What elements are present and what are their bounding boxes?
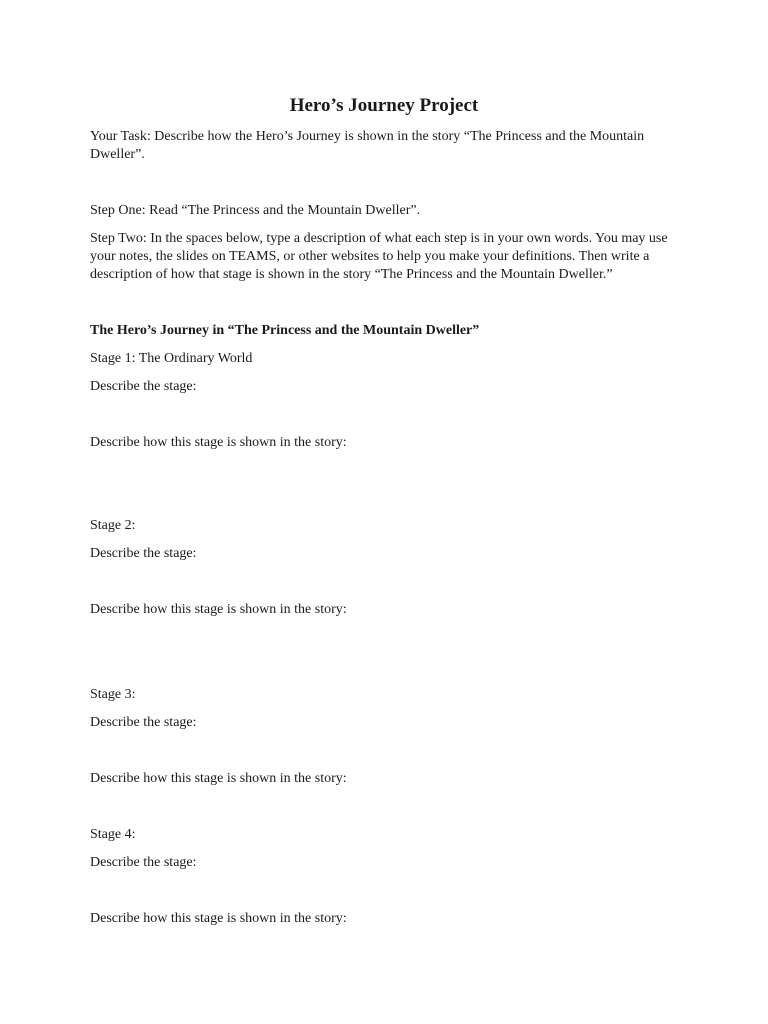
stage-2-describe-stage: Describe the stage:: [90, 546, 197, 561]
step-two-line-2: your notes, the slides on TEAMS, or other websites to help you make your definitions. Then write a: [90, 249, 650, 264]
step-two-line-1: Step Two: In the spaces below, type a description of what each step is in your own words. You may use: [90, 231, 668, 246]
stage-1-describe-stage: Describe the stage:: [90, 379, 197, 394]
step-two-line-3: description of how that stage is shown in the story “The Princess and the Mountain Dweller.”: [90, 267, 613, 282]
stage-4-describe-story: Describe how this stage is shown in the story:: [90, 911, 347, 926]
document-title: Hero’s Journey Project: [289, 95, 479, 116]
stage-1-describe-story: Describe how this stage is shown in the story:: [90, 435, 347, 450]
stage-1-label: Stage 1: The Ordinary World: [90, 351, 253, 366]
task-line-2: Dweller”.: [90, 147, 145, 162]
stage-4-describe-stage: Describe the stage:: [90, 855, 197, 870]
stage-3-label: Stage 3:: [90, 687, 136, 702]
task-line-1: Your Task: Describe how the Hero’s Journey is shown in the story “The Princess and the Mountain: [90, 129, 645, 144]
stage-4-label: Stage 4:: [90, 827, 136, 842]
stage-3-describe-stage: Describe the stage:: [90, 715, 197, 730]
step-one-text: Step One: Read “The Princess and the Mountain Dweller”.: [90, 203, 421, 218]
section-heading: The Hero’s Journey in “The Princess and the Mountain Dweller”: [90, 323, 480, 338]
stage-2-describe-story: Describe how this stage is shown in the story:: [90, 602, 347, 617]
stage-2-label: Stage 2:: [90, 518, 136, 533]
stage-3-describe-story: Describe how this stage is shown in the story:: [90, 771, 347, 786]
